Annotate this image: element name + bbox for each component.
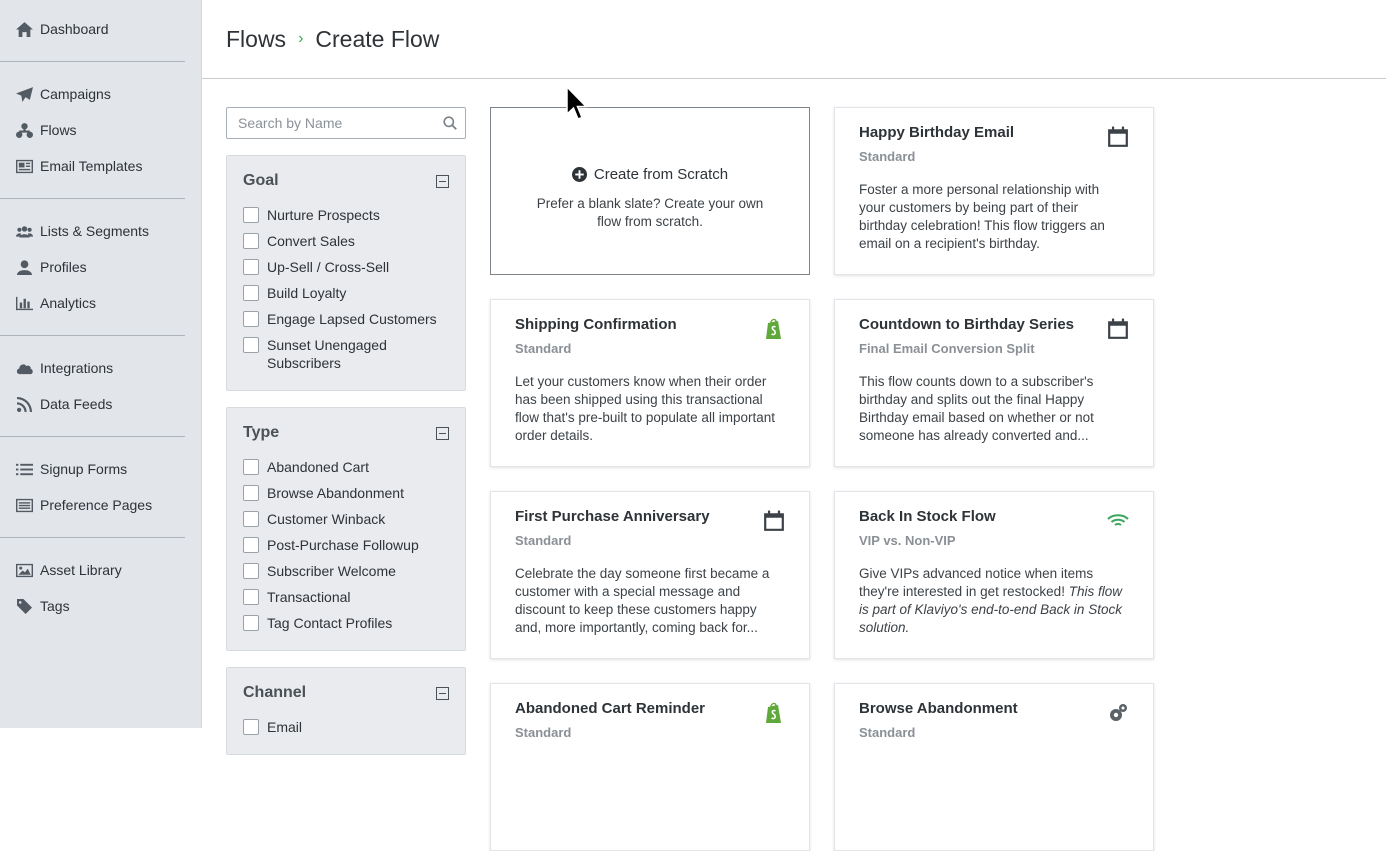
divider [0, 537, 185, 538]
sidebar-item-profiles[interactable] [0, 249, 201, 285]
checkbox[interactable] [243, 485, 259, 501]
flows-icon [14, 122, 34, 138]
goal-option[interactable] [243, 258, 449, 276]
sidebar-item-label: Signup Forms [40, 461, 128, 477]
goal-option[interactable] [243, 232, 449, 250]
sidebar-item-data-feeds[interactable] [0, 386, 201, 422]
shopify-icon [763, 702, 785, 724]
type-option[interactable] [243, 510, 449, 528]
goal-filter-panel [226, 155, 466, 391]
card-title: Back In Stock Flow [859, 508, 996, 525]
checkbox-label: Customer Winback [267, 511, 386, 527]
channel-filter-panel [226, 667, 466, 755]
type-option[interactable] [243, 562, 449, 580]
nav-group-audience [0, 213, 201, 321]
checkbox-label: Browse Abandonment [267, 485, 404, 501]
goal-option[interactable] [243, 336, 449, 372]
checkbox-label: Sunset Unengaged Subscribers [267, 337, 387, 371]
search-icon[interactable] [443, 116, 457, 130]
card-description: Celebrate the day someone first became a customer with a special message and discount to keep these customers happy and, more importantly, coming back for... [515, 566, 770, 635]
divider [0, 198, 185, 199]
scratch-description: Prefer a blank slate? Create your own flow from scratch. [536, 196, 764, 229]
type-option[interactable] [243, 484, 449, 502]
checkbox-label: Tag Contact Profiles [267, 615, 393, 631]
checkbox[interactable] [243, 259, 259, 275]
home-icon [14, 21, 34, 37]
scratch-title: Create from Scratch [593, 166, 729, 183]
image-icon [14, 562, 34, 578]
nav-group-assets [0, 552, 201, 624]
sidebar [0, 0, 202, 728]
nav-group-forms [0, 451, 201, 523]
sidebar-item-label: Data Feeds [40, 396, 113, 412]
create-from-scratch-card[interactable] [490, 107, 810, 275]
checkbox[interactable] [243, 615, 259, 631]
sidebar-item-label: Tags [40, 598, 70, 614]
sidebar-item-label: Profiles [40, 259, 87, 275]
type-option[interactable] [243, 458, 449, 476]
flow-card-shipping-confirmation[interactable] [490, 299, 810, 467]
divider [0, 61, 185, 62]
goal-option[interactable] [243, 310, 449, 328]
checkbox-label: Convert Sales [267, 233, 355, 249]
sidebar-item-label: Analytics [40, 295, 97, 311]
checkbox-label: Post-Purchase Followup [267, 537, 419, 553]
checkbox-label: Nurture Prospects [267, 207, 380, 223]
card-title: Browse Abandonment [859, 700, 1018, 717]
cloud-icon [14, 360, 34, 376]
sidebar-item-label: Campaigns [40, 86, 111, 102]
type-option[interactable] [243, 588, 449, 606]
sidebar-item-analytics[interactable] [0, 285, 201, 321]
card-description: Let your customers know when their order has been shipped using this transactional flow that's pre-built to populate all important order details. [515, 374, 775, 443]
sidebar-item-dashboard[interactable] [0, 11, 201, 47]
checkbox-label: Subscriber Welcome [267, 563, 396, 579]
sidebar-item-asset-library[interactable] [0, 552, 201, 588]
panel-title: Channel [243, 684, 307, 701]
sidebar-item-label: Integrations [40, 360, 114, 376]
card-subtitle: Standard [515, 725, 572, 740]
checkbox-label: Up-Sell / Cross-Sell [267, 259, 390, 275]
sidebar-item-email-templates[interactable] [0, 148, 201, 184]
nav-group-messaging [0, 76, 201, 184]
flow-card-first-purchase-anniversary[interactable] [490, 491, 810, 659]
checkbox[interactable] [243, 337, 259, 353]
gears-icon [1107, 702, 1129, 724]
list-icon [14, 461, 34, 477]
sidebar-item-integrations[interactable] [0, 350, 201, 386]
preference-page-icon [14, 497, 34, 513]
checkbox-label: Build Loyalty [267, 285, 347, 301]
card-description: Foster a more personal relationship with your customers by being part of their birthday celebration! This flow triggers an email on a recipient's birthday. [859, 182, 1105, 251]
card-description: This flow counts down to a subscriber's birthday and splits out the final Happy Birthday email based on whether or not someone has already converted and... [859, 374, 1094, 443]
bar-chart-icon [14, 295, 34, 311]
users-icon [14, 223, 34, 239]
checkbox[interactable] [243, 589, 259, 605]
type-option[interactable] [243, 536, 449, 554]
collapse-icon[interactable] [436, 427, 449, 440]
checkbox-label: Abandoned Cart [267, 459, 369, 475]
search-input[interactable] [227, 108, 465, 138]
checkbox[interactable] [243, 459, 259, 475]
breadcrumb-flows-link[interactable]: Flows [226, 25, 287, 52]
page-header [202, 0, 1386, 79]
nav-group-main [0, 0, 201, 47]
card-title: Countdown to Birthday Series [859, 316, 1075, 333]
panel-title: Goal [243, 172, 279, 189]
card-description: Give VIPs advanced notice when items they're interested in get restocked! [859, 566, 1094, 599]
breadcrumb-separator: › [298, 30, 304, 47]
user-icon [14, 259, 34, 275]
card-subtitle: Standard [859, 149, 916, 164]
sidebar-item-lists-segments[interactable] [0, 213, 201, 249]
card-title: Shipping Confirmation [515, 316, 677, 333]
sidebar-item-flows[interactable] [0, 112, 201, 148]
checkbox[interactable] [243, 311, 259, 327]
checkbox-label: Email [267, 719, 303, 735]
collapse-icon[interactable] [436, 175, 449, 188]
checkbox[interactable] [243, 511, 259, 527]
checkbox[interactable] [243, 563, 259, 579]
card-subtitle: VIP vs. Non-VIP [859, 533, 956, 548]
card-title: First Purchase Anniversary [515, 508, 710, 525]
flow-card-abandoned-cart-reminder[interactable] [490, 683, 810, 851]
sidebar-item-tags[interactable] [0, 588, 201, 624]
card-title: Happy Birthday Email [859, 124, 1015, 141]
sidebar-item-label: Email Templates [40, 158, 143, 174]
sidebar-item-campaigns[interactable] [0, 76, 201, 112]
card-title: Abandoned Cart Reminder [515, 700, 706, 717]
checkbox[interactable] [243, 285, 259, 301]
email-template-icon [14, 158, 34, 174]
checkbox-label: Engage Lapsed Customers [267, 311, 437, 327]
sidebar-item-label: Preference Pages [40, 497, 153, 513]
page-title: Create Flow [315, 25, 440, 52]
rss-icon [14, 396, 34, 412]
goal-option[interactable] [243, 206, 449, 224]
type-option[interactable] [243, 614, 449, 632]
filter-column [226, 107, 466, 755]
type-filter-panel [226, 407, 466, 651]
panel-title: Type [243, 424, 280, 441]
calendar-icon [763, 510, 785, 532]
card-subtitle: Final Email Conversion Split [859, 341, 1035, 356]
nav-group-data [0, 350, 201, 422]
shopify-icon [763, 318, 785, 340]
flow-card-back-in-stock-flow[interactable] [834, 491, 1154, 659]
calendar-icon [1107, 318, 1129, 340]
card-subtitle: Standard [859, 725, 916, 740]
flow-card-happy-birthday-email[interactable] [834, 107, 1154, 275]
checkbox[interactable] [243, 233, 259, 249]
channel-option[interactable] [243, 718, 449, 736]
goal-option[interactable] [243, 284, 449, 302]
calendar-icon [1107, 126, 1129, 148]
sidebar-item-label: Dashboard [40, 21, 109, 37]
checkbox[interactable] [243, 207, 259, 223]
checkbox-label: Transactional [267, 589, 351, 605]
search-box [226, 107, 466, 139]
flow-card-browse-abandonment[interactable] [834, 683, 1154, 851]
checkbox[interactable] [243, 719, 259, 735]
sidebar-item-preference-pages[interactable] [0, 487, 201, 523]
divider [0, 436, 185, 437]
checkbox[interactable] [243, 537, 259, 553]
card-description-block [859, 565, 1129, 637]
scratch-title-row [515, 166, 785, 183]
card-description-italic: This flow is part of Klaviyo's end-to-end Back in Stock solution. [859, 584, 1122, 635]
sidebar-item-label: Lists & Segments [40, 223, 149, 239]
sidebar-item-label: Flows [40, 122, 77, 138]
divider [0, 335, 185, 336]
wifi-signal-icon [1107, 510, 1129, 532]
mouse-cursor-icon [565, 86, 587, 122]
flow-card-countdown-to-birthday-series[interactable] [834, 299, 1154, 467]
tag-icon [14, 598, 34, 614]
card-subtitle: Standard [515, 341, 572, 356]
collapse-icon[interactable] [436, 687, 449, 700]
sidebar-item-signup-forms[interactable] [0, 451, 201, 487]
paper-plane-icon [14, 86, 34, 102]
plus-circle-icon [572, 167, 587, 182]
sidebar-item-label: Asset Library [40, 562, 122, 578]
card-subtitle: Standard [515, 533, 572, 548]
